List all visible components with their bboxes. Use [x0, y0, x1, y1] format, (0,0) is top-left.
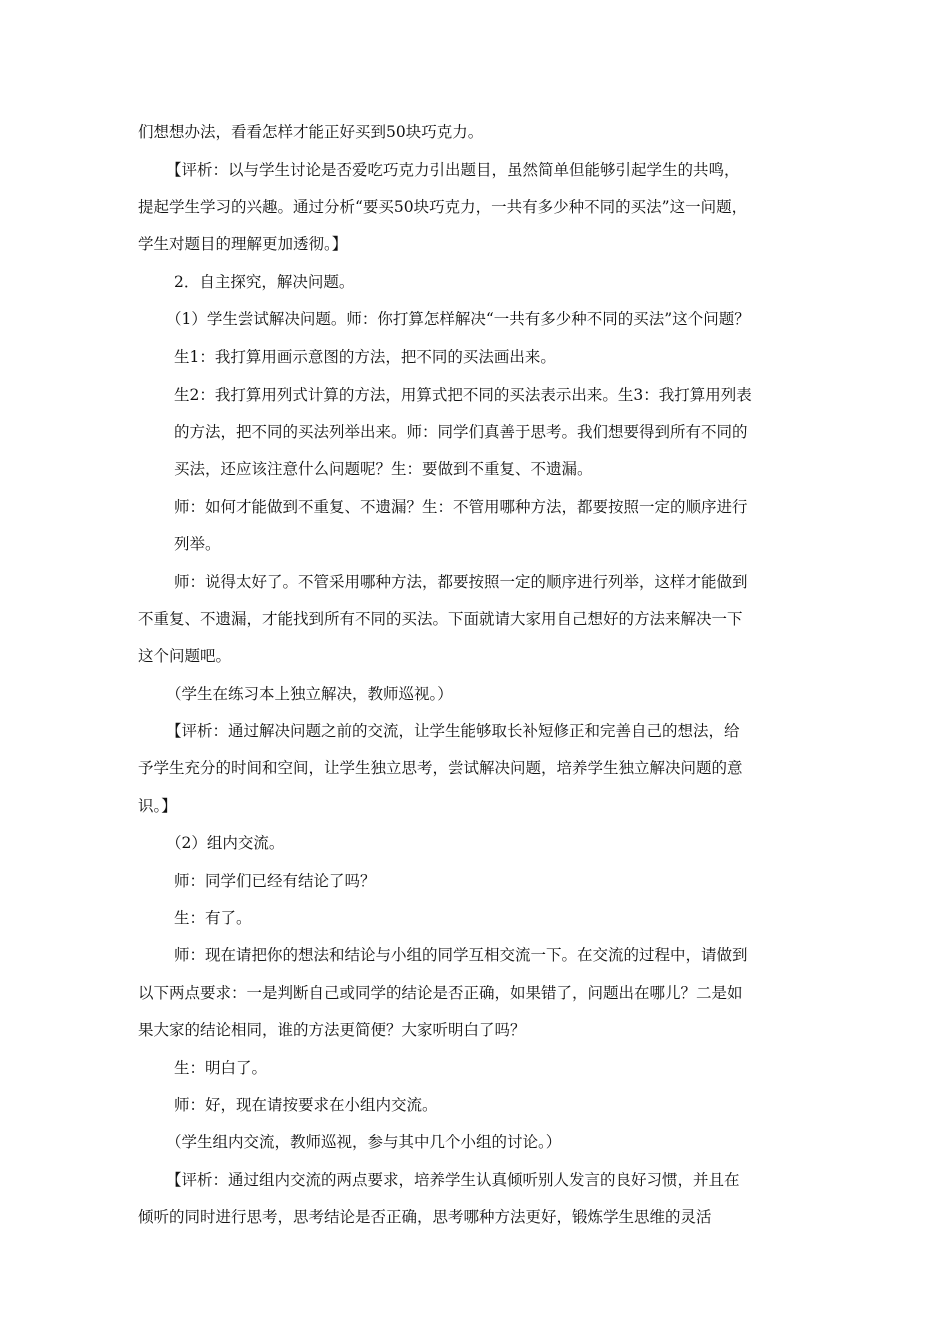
text-line: 的方法，把不同的买法列举出来。师：同学们真善于思考。我们想要得到所有不同的: [174, 423, 748, 441]
text-line: 师：现在请把你的想法和结论与小组的同学互相交流一下。在交流的过程中，请做到: [174, 946, 748, 964]
text-line: 【评析：以与学生讨论是否爱吃巧克力引出题目，虽然简单但能够引起学生的共鸣，: [166, 161, 740, 179]
text-line: （2）组内交流。: [166, 834, 285, 852]
text-line: 生1：我打算用画示意图的方法，把不同的买法画出来。: [174, 348, 556, 366]
text-line: 【评析：通过组内交流的两点要求，培养学生认真倾听别人发言的良好习惯，并且在: [166, 1171, 740, 1189]
text-line: 师：说得太好了。不管采用哪种方法，都要按照一定的顺序进行列举，这样才能做到: [174, 573, 748, 591]
text-line: 【评析：通过解决问题之前的交流，让学生能够取长补短修正和完善自己的想法，给: [166, 722, 740, 740]
text-line: 师：如何才能做到不重复、不遗漏？生：不管用哪种方法，都要按照一定的顺序进行: [174, 498, 748, 516]
text-line: 买法，还应该注意什么问题呢？生：要做到不重复、不遗漏。: [174, 460, 593, 478]
text-line: （学生组内交流，教师巡视，参与其中几个小组的讨论。）: [166, 1133, 562, 1151]
text-line: 不重复、不遗漏，才能找到所有不同的买法。下面就请大家用自己想好的方法来解决一下: [138, 610, 743, 628]
text-line: （1）学生尝试解决问题。师：你打算怎样解决“一共有多少种不同的买法”这个问题？: [166, 310, 750, 328]
text-line: 提起学生学习的兴趣。通过分析“要买50块巧克力，一共有多少种不同的买法”这一问题，: [138, 198, 748, 216]
text-line: 倾听的同时进行思考，思考结论是否正确，思考哪种方法更好，锻炼学生思维的灵活: [138, 1208, 712, 1226]
text-line: 予学生充分的时间和空间，让学生独立思考，尝试解决问题，培养学生独立解决问题的意: [138, 759, 743, 777]
text-line: 以下两点要求：一是判断自己或同学的结论是否正确，如果错了，问题出在哪儿？二是如: [138, 984, 743, 1002]
text-line: 师：好，现在请按要求在小组内交流。: [174, 1096, 438, 1114]
text-line: 学生对题目的理解更加透彻。】: [138, 235, 348, 253]
text-line: （学生在练习本上独立解决，教师巡视。）: [166, 685, 453, 703]
text-line: 识。】: [138, 797, 177, 815]
text-line: 这个问题吧。: [138, 647, 232, 665]
text-line: 们想想办法，看看怎样才能正好买到50块巧克力。: [138, 123, 484, 141]
text-line: 师：同学们已经有结论了吗？: [174, 872, 376, 890]
text-line: 生2：我打算用列式计算的方法，用算式把不同的买法表示出来。生3：我打算用列表: [174, 386, 752, 404]
text-line: 2．自主探究，解决问题。: [174, 273, 355, 291]
text-line: 生：明白了。: [174, 1059, 268, 1077]
text-line: 列举。: [174, 535, 221, 553]
text-line: 果大家的结论相同，谁的方法更简便？大家听明白了吗？: [138, 1021, 526, 1039]
text-line: 生：有了。: [174, 909, 252, 927]
